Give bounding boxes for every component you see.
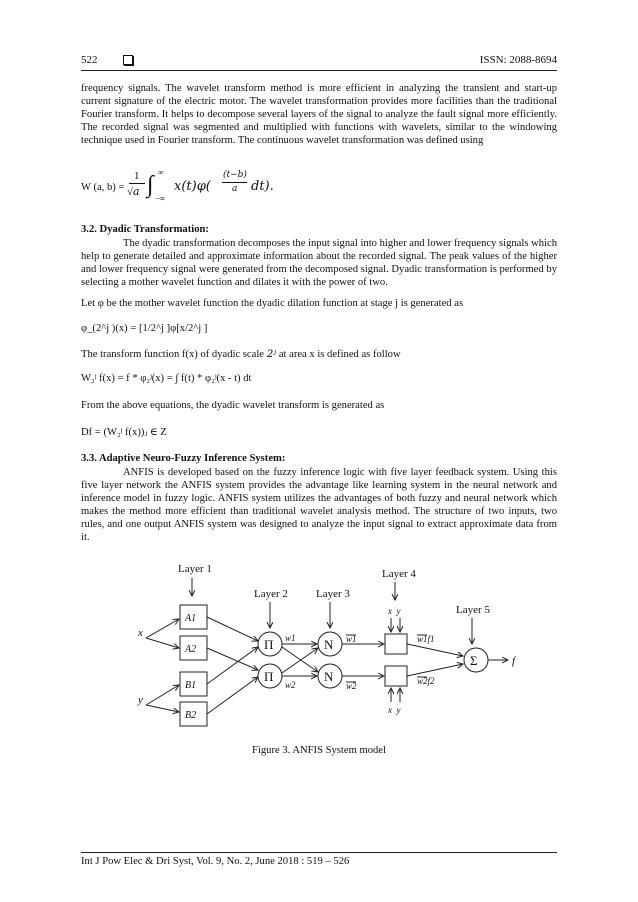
- footer-rule: [81, 852, 557, 853]
- section-3-3-heading: 3.3. Adaptive Neuro-Fuzzy Inference System:: [81, 453, 286, 464]
- cwt-one: 1: [134, 170, 140, 182]
- integral-upper: ∞: [158, 168, 164, 177]
- A2-label: A2: [185, 644, 197, 655]
- B2-label: B2: [185, 710, 197, 721]
- w1-label: w1: [285, 633, 296, 643]
- df-equation: Df = (W₂ʲ f(x))ⱼ ∈ Z: [81, 427, 167, 438]
- w2-label: w2: [285, 680, 296, 690]
- sigma-label: Σ: [470, 653, 478, 668]
- scale-line: The transform function f(x) of dyadic scale 2ʲ at area x is defined as follow: [81, 348, 401, 360]
- transform-equation: W₂ʲ f(x) = f * φ₂ʲ(x) = ∫ f(t) * φ₂ʲ(x - t) dt: [81, 373, 252, 384]
- intro-paragraph: frequency signals. The wavelet transform method is more efficient in analyzing the transient and start-up current signature of the electric motor. The wavelet transformation provides more facilities than the traditional Fourier transform. It helps to decompose several layers of the signal to analyze the fault signal more efficiently. The recorded signal was segmented and multiplied with functions with wavelets, similar to the windowing technique used in Fourier transform. The continuous wavelet transformation was defined using: [81, 83, 557, 146]
- cwt-equation: [81, 170, 381, 206]
- journal-footer: Int J Pow Elec & Dri Syst, Vol. 9, No. 2, June 2018 : 519 – 526: [81, 856, 350, 867]
- section-3-2-paragraph: The dyadic transformation decomposes the input signal into higher and lower frequency signals which help to generate detailed and approximate information about the recorded signal. The peak values of the higher and lower frequency signal were generated from the decomposed signal. Dyadic transformation is performed by selecting a mother wavelet function and dilates it with the power of two.: [81, 238, 557, 288]
- cwt-sqrt: √a: [127, 185, 140, 198]
- mother-wavelet-line: Let φ be the mother wavelet function the dyadic dilation function at stage j is generated as: [81, 298, 464, 309]
- layer2-label: Layer 2: [254, 588, 288, 600]
- cwt-lhs: W (a, b) =: [81, 182, 125, 193]
- dilation-equation: φ_(2^j )(x) = [1/2^j ]φ[x/2^j ]: [81, 323, 208, 334]
- pi-1-label: Π: [264, 637, 274, 652]
- wf2-label: w2f2: [417, 676, 435, 686]
- input-x-label: x: [138, 627, 143, 639]
- layer1-label: Layer 1: [178, 563, 212, 575]
- anfis-diagram: [130, 560, 530, 732]
- section-3-2-heading: 3.2. Dyadic Transformation:: [81, 224, 209, 235]
- cwt-tail: dt).: [251, 179, 274, 194]
- node-layer4-2: [385, 666, 407, 686]
- page-number: 522: [81, 54, 98, 66]
- node-layer4-1: [385, 634, 407, 654]
- integral-lower: −∞: [155, 194, 166, 203]
- cwt-frac-num: (t−b): [223, 170, 247, 180]
- cwt-body: x(t)φ(: [174, 179, 211, 194]
- wf1-label: w1f1: [417, 634, 435, 644]
- journal-issn: ISSN: 2088-8694: [479, 54, 557, 66]
- integral-sign: ∫: [147, 172, 154, 198]
- figure-caption: Figure 3. ANFIS System model: [252, 745, 386, 756]
- cwt-frac-den: a: [232, 184, 238, 194]
- wbar1-label: w1: [346, 634, 357, 644]
- input-y-label: y: [138, 694, 143, 706]
- B1-label: B1: [185, 680, 197, 691]
- n-2-label: N: [324, 669, 334, 684]
- layer5-label: Layer 5: [456, 604, 490, 616]
- layer4-label: Layer 4: [382, 568, 416, 580]
- derived-line: From the above equations, the dyadic wavelet transform is generated as: [81, 400, 385, 411]
- xy-top-label: x y: [388, 606, 401, 616]
- header-rule: [81, 70, 557, 71]
- wbar2-label: w2: [346, 681, 357, 691]
- pi-2-label: Π: [264, 669, 274, 684]
- A1-label: A1: [185, 613, 197, 624]
- xy-bottom-label: x y: [388, 705, 401, 715]
- layer3-label: Layer 3: [316, 588, 350, 600]
- output-f-label: f: [512, 655, 516, 667]
- square-bullet-icon: [123, 55, 133, 65]
- section-3-3-paragraph: ANFIS is developed based on the fuzzy inference logic with five layer feedback system. Using this five layer network the ANFIS system provides the advantage like learning system in the neural network and inference model in fuzzy logic. ANFIS system utilizes the advantages of both fuzzy and neural network which makes the method more efficient than traditional wavelet analysis method. The structure of two inputs, two rules, and one output ANFIS system was designed to analyze the input signal to extract approximate data from it.: [81, 467, 557, 543]
- n-1-label: N: [324, 637, 334, 652]
